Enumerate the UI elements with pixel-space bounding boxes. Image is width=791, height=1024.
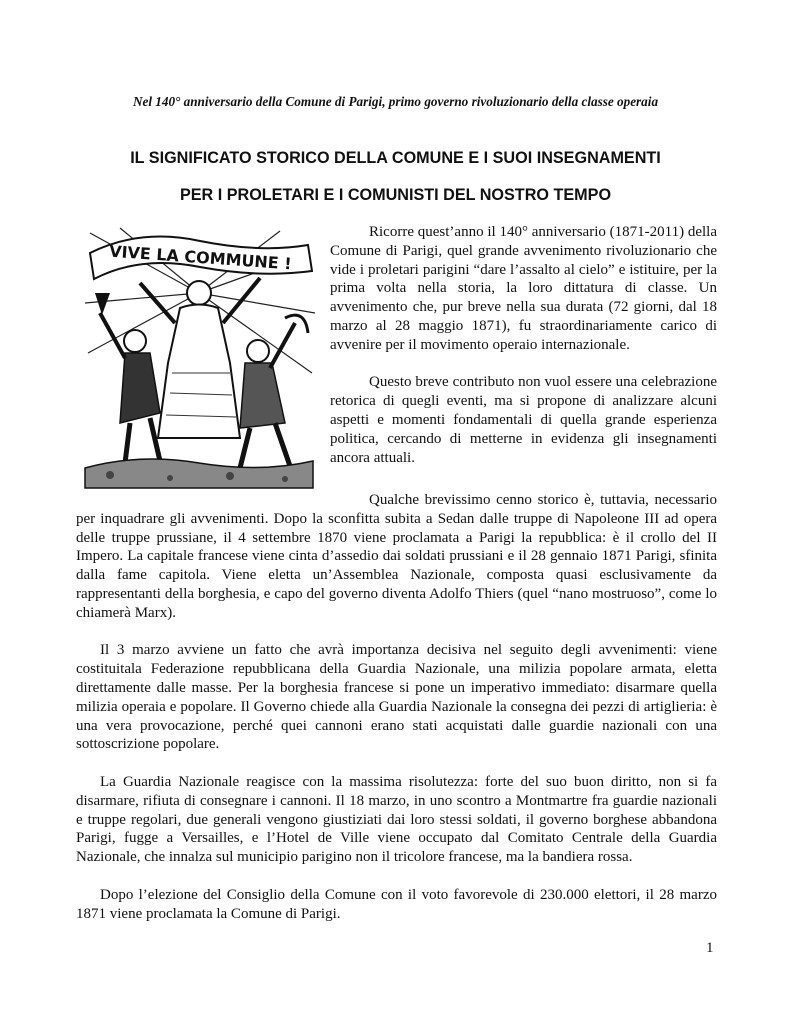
paragraph-4: Il 3 marzo avviene un fatto che avrà importanza decisiva nel seguito degli avvenimenti: viene costituitala Federazione repubblicana della Guardia Nazionale, una milizia popolare armata, eletta direttamente dalle masse. Per la borghesia francese si pone un imperativo immediato: disarmare quella milizia operaia e popolare. Il Governo chiede alla Guardia Nazionale la consegna dei pezzi di artiglieria: è una vera provocazione, perché quei cannoni erano stati acquistati dalle guardie nazionali con una sottoscrizione popolare. xyxy=(76,642,717,753)
paragraph-6: Dopo l’elezione del Consiglio della Comune con il voto favorevole di 230.000 elettori, il 28 marzo 1871 viene proclamata la Comune di Parigi. xyxy=(76,886,717,922)
title-line-2: PER I PROLETARI E I COMUNISTI DEL NOSTRO TEMPO xyxy=(179,186,612,204)
paragraph-2: Questo breve contributo non vuol essere una celebrazione retorica di quegli eventi, ma si propone di analizzare alcuni aspetti e momenti fondamentali di quella grande esperienza politica, cercando di metterne in evidenza gli insegnamenti ancora attuali. xyxy=(330,374,717,466)
body-column xyxy=(76,491,717,923)
paragraph-1: Ricorre quest’anno il 140° anniversario (1871-2011) della Comune di Parigi, quel grande avvenimento rivoluzionario che vide i proletari parigini “dare l’assalto al cielo” e istituire, per la prima volta nella storia, la loro dittatura di classe. Un avvenimento che, pur breve nella sua durata (72 giorni, dal 18 marzo al 28 maggio 1871), fu straordinariamente carico di avvenire per il movimento operaio internazionale. xyxy=(330,224,717,353)
commune-illustration xyxy=(80,223,318,490)
title-line-1: IL SIGNIFICATO STORICO DELLA COMUNE E I SUOI INSEGNAMENTI xyxy=(130,149,661,167)
paragraph-3: Qualche brevissimo cenno storico è, tuttavia, necessario per inquadrare gli avvenimenti. Dopo la sconfitta subita a Sedan dalle truppe di Napoleone III ad opera delle truppe prussiane, il 4 settembre 1870 viene proclamata a Parigi la repubblica: è il crollo del II Impero. La capitale francese viene cinta d’assedio dai soldati prussiani e il 28 gennaio 1871 Parigi, sfinita dalla fame capitola. Viene eletta un’Assemblea Nazionale, composta quasi esclusivamente da rappresentanti della borghesia, e capo del governo diventa Adolfo Thiers (quel “nano mostruoso”, come lo chiamerà Marx). xyxy=(76,492,717,621)
paragraph-5: La Guardia Nazionale reagisce con la massima risolutezza: forte del suo buon diritto, non si fa disarmare, rifiuta di consegnare i cannoni. Il 18 marzo, in uno scontro a Montmartre fra guardie nazionali e truppe regolari, due generali vengono giustiziati dai loro stessi soldati, il governo borghese abbandona Parigi, fugge a Versailles, e l’Hotel de Ville viene occupato dal Comitato Centrale della Guardia Nazionale, che innalza sul municipio parigino non il tricolore francese, ma la bandiera rossa. xyxy=(76,773,717,866)
page-number: 1 xyxy=(706,940,714,956)
illustration-banner-text: VIVE LA COMMUNE ! xyxy=(108,241,293,274)
intro-column xyxy=(330,223,717,467)
document-subtitle: Nel 140° anniversario della Comune di Parigi, primo governo rivoluzionario della classe operaia xyxy=(132,94,659,109)
